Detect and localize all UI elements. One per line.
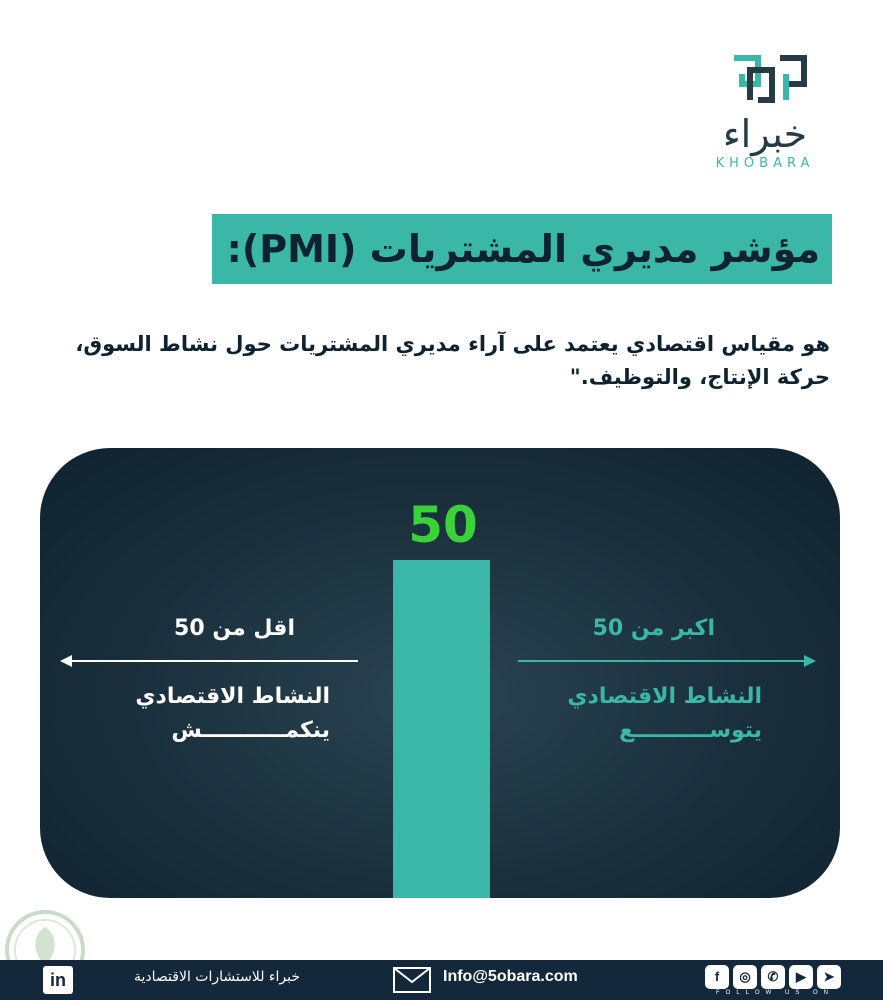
footer-company-name: خبراء للاستشارات الاقتصادية bbox=[134, 969, 300, 985]
contraction-text bbox=[80, 680, 330, 748]
whatsapp-icon[interactable]: ✆ bbox=[761, 965, 785, 989]
facebook-icon[interactable]: f bbox=[705, 965, 729, 989]
left-arrow-icon bbox=[60, 654, 360, 668]
telegram-icon[interactable]: ➤ bbox=[817, 965, 841, 989]
page-title: مؤشر مديري المشتريات (PMI): bbox=[226, 227, 820, 271]
contraction-line-1: النشاط الاقتصادي bbox=[135, 684, 330, 709]
title-banner bbox=[212, 214, 832, 284]
contraction-line-2: ينكمـــــــــــش bbox=[171, 718, 330, 743]
logo-latin-text: KHOBARA bbox=[715, 156, 815, 171]
footer-bar bbox=[0, 960, 883, 1000]
expansion-line-1: النشاط الاقتصادي bbox=[567, 684, 762, 709]
follow-us-label: FOLLOW US ON bbox=[715, 990, 834, 996]
footer-email-link[interactable]: Info@5obara.com bbox=[443, 968, 578, 985]
linkedin-icon[interactable]: in bbox=[43, 966, 73, 994]
social-icons bbox=[705, 965, 845, 989]
expansion-text bbox=[510, 680, 762, 748]
description bbox=[40, 328, 830, 394]
description-line-1: هو مقياس اقتصادي يعتمد على آراء مديري المشتريات حول نشاط السوق، bbox=[75, 332, 830, 356]
pmi-panel bbox=[40, 448, 840, 898]
right-arrow-icon bbox=[516, 654, 816, 668]
above-threshold-heading: اكبر من 50 bbox=[592, 616, 715, 641]
mail-icon bbox=[393, 967, 431, 993]
below-threshold-heading: اقل من 50 bbox=[174, 616, 295, 641]
logo-arabic-text: خبراء bbox=[722, 112, 808, 156]
khobara-logo bbox=[700, 50, 830, 180]
youtube-icon[interactable]: ▶ bbox=[789, 965, 813, 989]
logo-mark-icon bbox=[728, 50, 808, 110]
expansion-line-2: يتوســــــــــع bbox=[619, 718, 762, 743]
threshold-bar bbox=[393, 560, 490, 898]
description-line-2: حركة الإنتاج، والتوظيف." bbox=[569, 365, 830, 389]
threshold-value: 50 bbox=[408, 496, 478, 554]
instagram-icon[interactable]: ◎ bbox=[733, 965, 757, 989]
